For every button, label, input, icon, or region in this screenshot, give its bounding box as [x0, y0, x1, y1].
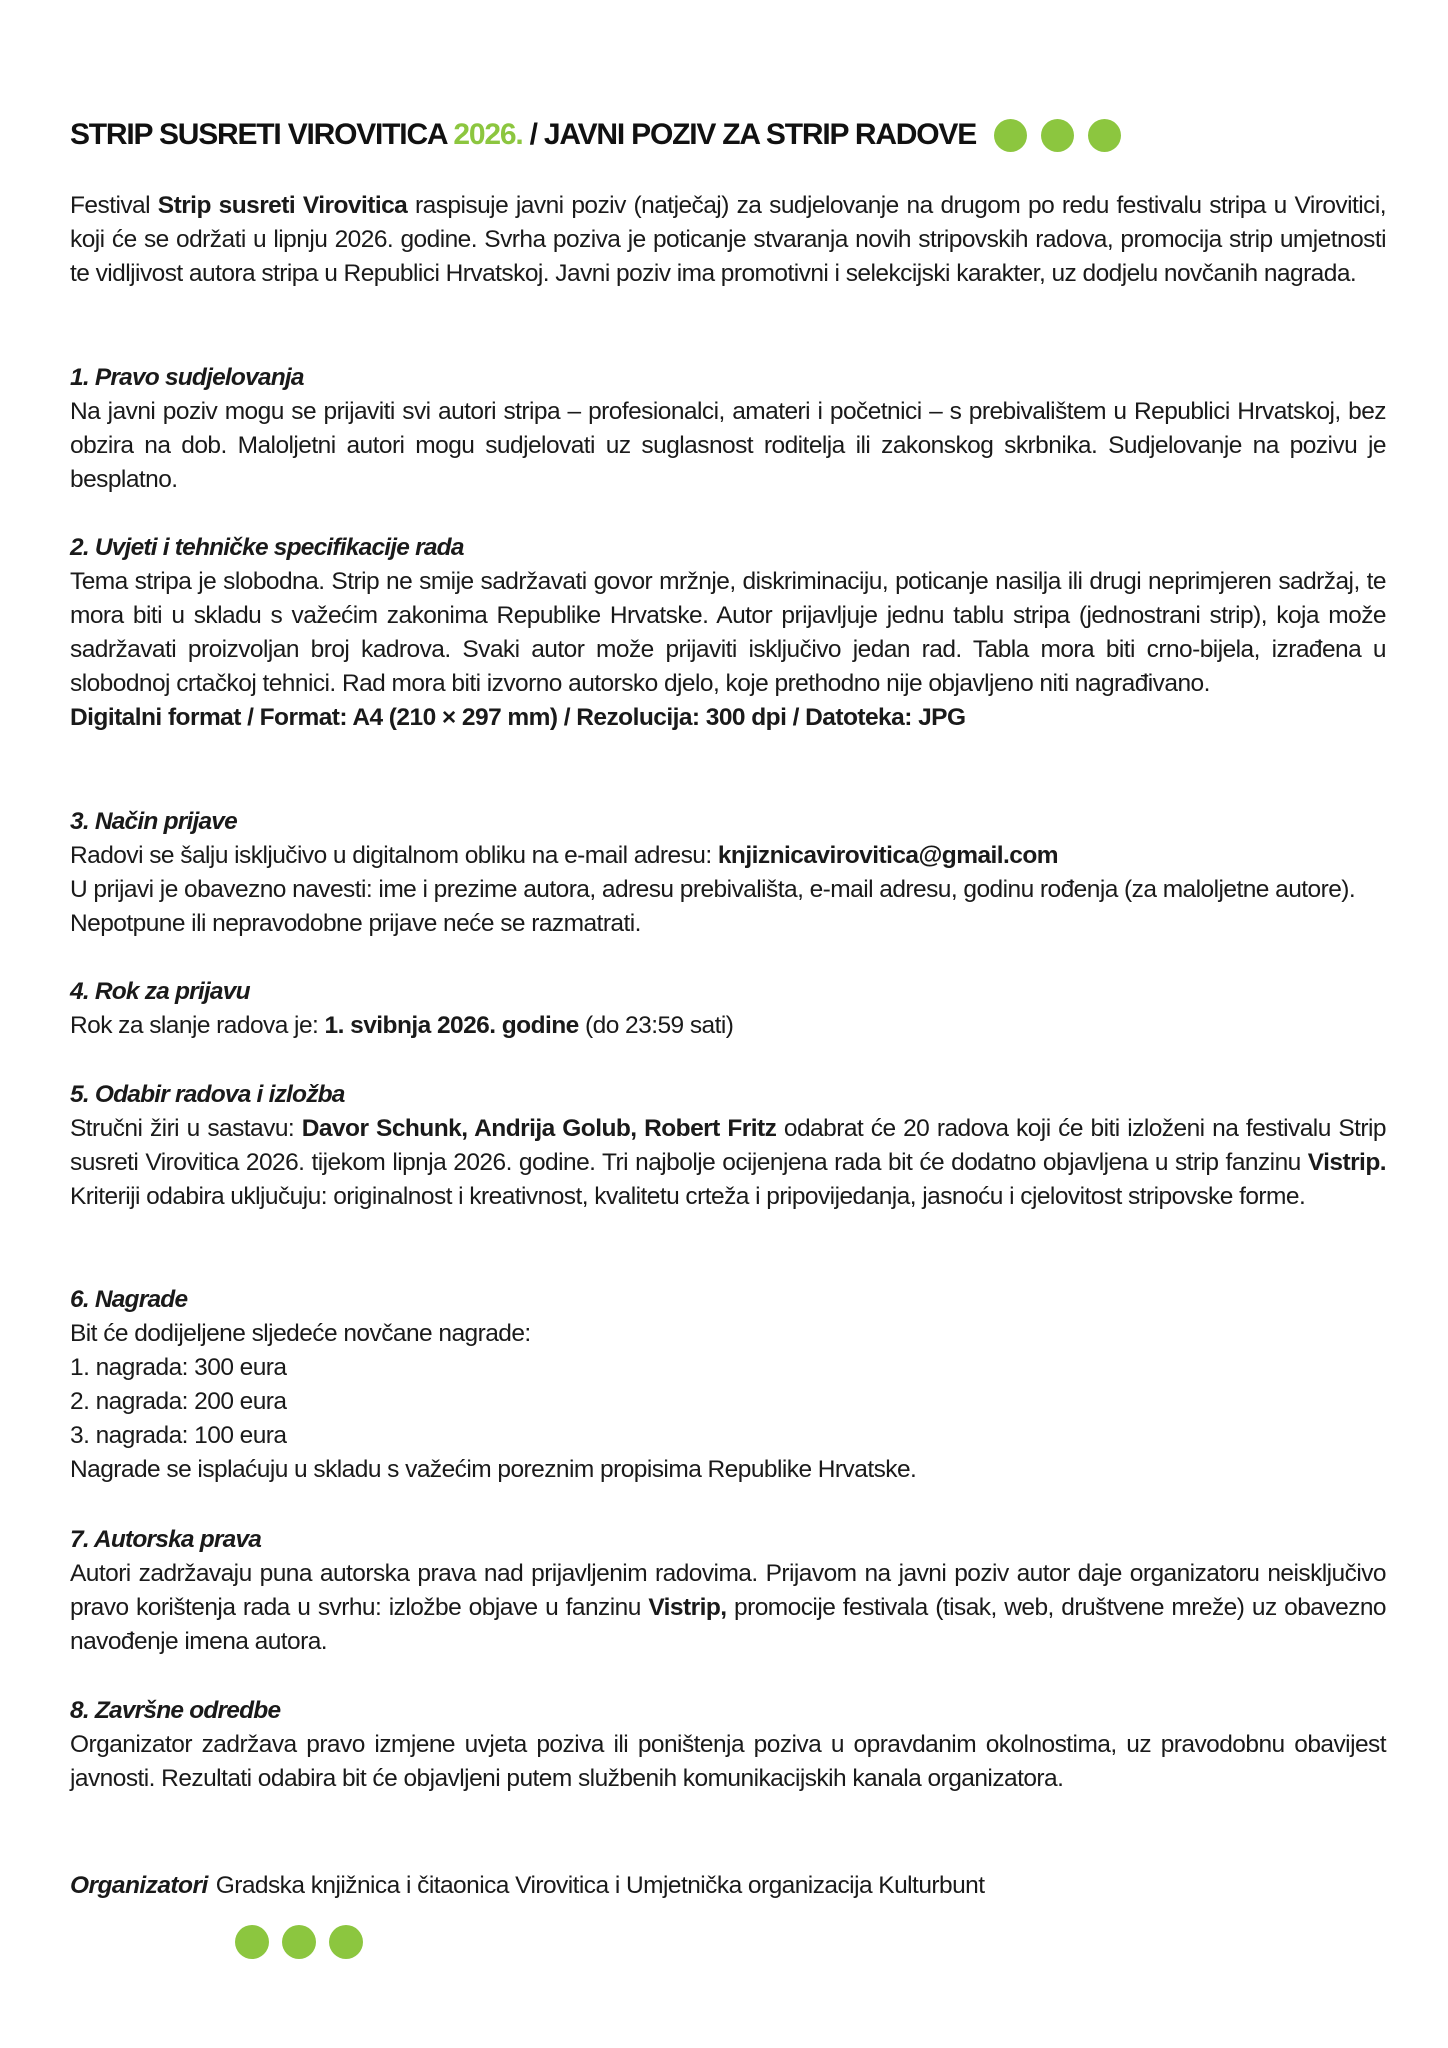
header — [70, 112, 1121, 158]
fanzine-name: Vistrip. — [1307, 1149, 1386, 1176]
green-dot-icon — [994, 119, 1027, 152]
green-dot-icon — [282, 1925, 316, 1959]
title-subtitle: / JAVNI POZIV ZA STRIP RADOVE — [522, 118, 977, 151]
section-text: Nagrade se isplaćuju u skladu s važećim poreznim propisima Republike Hrvatske. — [70, 1456, 917, 1483]
page-title — [70, 118, 976, 152]
section-heading: 3. Način prijave — [70, 808, 237, 835]
section-8 — [70, 1694, 1386, 1796]
green-dot-icon — [1088, 119, 1121, 152]
section-heading: 7. Autorska prava — [70, 1526, 262, 1553]
section-6 — [70, 1283, 1386, 1487]
festival-name: Strip susreti Virovitica — [157, 192, 408, 219]
section-text: Tema stripa je slobodna. Strip ne smije sadržavati govor mržnje, diskriminaciju, poticanje nasilja ili drugi neprimjeren sadržaj, te mora biti u skladu s važećim zakonima Republike Hrvatske. Autor prijavljuje jednu tablu stripa (jednostrani strip), koja može sadržavati proizvoljan broj kadrova. Svaki autor može prijaviti isključivo jedan rad. Tabla mora biti crno-bijela, izrađena u slobodnoj crtačkoj tehnici. Rad mora biti izvorno autorsko djelo, koje prethodno nije objavljeno niti nagrađivano. — [70, 568, 1386, 697]
green-dot-icon — [329, 1925, 363, 1959]
section-5 — [70, 1078, 1386, 1214]
footer-dots-decoration — [235, 1925, 363, 1959]
title-year: 2026. — [453, 118, 523, 151]
section-1 — [70, 361, 1386, 497]
prize-item: 3. nagrada: 100 eura — [70, 1422, 287, 1449]
section-text: odabrat će 20 radova koji će biti izloženi na festivalu Strip susreti Virovitica 2026. tijekom lipnja 2026. godine. Tri najbolje ocijenjena rada bit će dodatno objavljena u strip fanzinu — [70, 1115, 1386, 1176]
section-heading: 1. Pravo sudjelovanja — [70, 364, 304, 391]
section-text: (do 23:59 sati) — [578, 1012, 734, 1039]
section-text: Organizator zadržava pravo izmjene uvjeta poziva ili poništenja poziva u opravdanim okolnostima, uz pravodobnu obavijest javnosti. Rezultati odabira bit će objavljeni putem službenih komunikacijskih kanala organizatora. — [70, 1731, 1386, 1792]
intro-paragraph — [70, 189, 1386, 291]
section-text: Stručni žiri u sastavu: — [70, 1115, 302, 1142]
section-4 — [70, 975, 1386, 1043]
intro-text: Festival — [70, 192, 158, 219]
format-spec: Digitalni format / Format: A4 (210 × 297 mm) / Rezolucija: 300 dpi / Datoteka: JPG — [70, 704, 966, 731]
section-2 — [70, 531, 1386, 735]
organizers-label: Organizatori — [70, 1872, 208, 1899]
jury-names: Davor Schunk, Andrija Golub, Robert Fritz — [301, 1115, 777, 1142]
deadline-date: 1. svibnja 2026. godine — [324, 1012, 579, 1039]
section-text: Autori zadržavaju puna autorska prava nad prijavljenim radovima. Prijavom na javni poziv autor daje organizatoru neisključivo pravo korištenja rada u svrhu: izložbe objave u fanzinu — [70, 1560, 1386, 1621]
intro-text: raspisuje javni poziv (natječaj) za sudjelovanje na drugom po redu festivalu stripa u Virovitici, koji će se održati u lipnju 2026. godine. Svrha poziva je poticanje stvaranja novih stripovskih radova, promocija strip umjetnosti te vidljivost autora stripa u Republici Hrvatskoj. Javni poziv ima promotivni i selekcijski karakter, uz dodjelu novčanih nagrada. — [70, 192, 1387, 287]
fanzine-name: Vistrip, — [648, 1594, 727, 1621]
section-7 — [70, 1523, 1386, 1659]
organizers-text: Gradska knjižnica i čitaonica Virovitica i Umjetnička organizacija Kulturbunt — [215, 1872, 985, 1899]
title-text: STRIP SUSRETI VIROVITICA — [70, 118, 454, 151]
section-text: Na javni poziv mogu se prijaviti svi autori stripa – profesionalci, amateri i početnici – s prebivalištem u Republici Hrvatskoj, bez obzira na dob. Maloljetni autori mogu sudjelovati uz suglasnost roditelja ili zakonskog skrbnika. Sudjelovanje na pozivu je besplatno. — [70, 398, 1386, 493]
section-heading: 2. Uvjeti i tehničke specifikacije rada — [70, 534, 464, 561]
section-heading: 5. Odabir radova i izložba — [70, 1081, 345, 1108]
section-heading: 8. Završne odredbe — [70, 1697, 281, 1724]
organizers — [70, 1869, 985, 1903]
section-text: Kriteriji odabira uključuju: originalnost i kreativnost, kvalitetu crteža i pripovijedanja, jasnoću i cjelovitost stripovske forme. — [70, 1183, 1306, 1210]
section-3 — [70, 805, 1386, 941]
section-heading: 4. Rok za prijavu — [70, 978, 250, 1005]
prize-item: 1. nagrada: 300 eura — [70, 1354, 287, 1381]
section-text: Bit će dodijeljene sljedeće novčane nagrade: — [70, 1320, 531, 1347]
prize-item: 2. nagrada: 200 eura — [70, 1388, 287, 1415]
header-dots-decoration — [994, 119, 1121, 152]
green-dot-icon — [235, 1925, 269, 1959]
section-text: promocije festivala (tisak, web, društvene mreže) uz obavezno navođenje imena autora. — [70, 1594, 1387, 1655]
section-heading: 6. Nagrade — [70, 1286, 188, 1313]
email-link[interactable]: knjiznicavirovitica@gmail.com — [717, 842, 1059, 869]
section-text: Rok za slanje radova je: — [70, 1012, 325, 1039]
green-dot-icon — [1041, 119, 1074, 152]
section-text: U prijavi je obavezno navesti: ime i prezime autora, adresu prebivališta, e-mail adresu, godinu rođenja (za maloljetne autore). Nepotpune ili nepravodobne prijave neće se razmatrati. — [70, 876, 1356, 937]
section-text: Radovi se šalju isključivo u digitalnom obliku na e-mail adresu: — [70, 842, 718, 869]
